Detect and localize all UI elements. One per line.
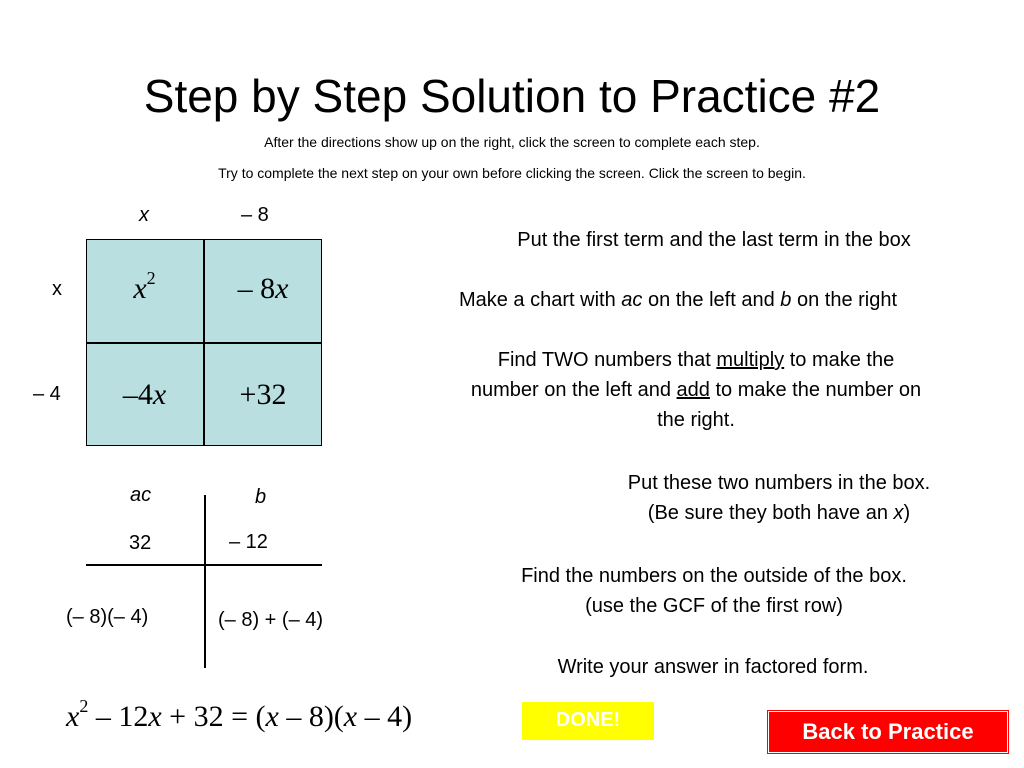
chart-header-b: b (255, 486, 267, 508)
cell-coef: – 8 (237, 272, 276, 305)
instruction-step-4 (560, 468, 998, 528)
step4-var: x (893, 502, 904, 524)
final-part: + 32 = ( (161, 700, 266, 733)
step3-text-a: Find TWO numbers that (497, 349, 717, 371)
step2-ac: ac (621, 289, 643, 311)
final-var: x (66, 700, 80, 733)
chart-b-sum: (– 8) + (– 4) (218, 609, 324, 631)
cell-exponent: 2 (146, 268, 156, 288)
box-cell-minus-8x (204, 272, 322, 306)
final-var: x (265, 700, 279, 733)
box-top-label-x: x (139, 204, 149, 226)
cell-var: x (133, 272, 147, 305)
box-divider-horizontal (86, 342, 322, 344)
done-button[interactable]: DONE! (522, 702, 654, 740)
final-var: x (343, 700, 358, 733)
instruction-step-6: Write your answer in factored form. (557, 656, 869, 678)
box-cell-x-squared (86, 268, 203, 306)
instruction-step-2 (378, 285, 978, 315)
final-part: – 12 (88, 700, 149, 733)
chart-ac-factors: (– 8)(– 4) (66, 606, 149, 628)
chart-header-ac: ac (130, 484, 152, 506)
box-cell-minus-4x (86, 378, 203, 412)
directions-text-2: Try to complete the next step on your own before clicking the screen. Click the screen to begin. (218, 165, 806, 181)
instruction-step-3 (396, 345, 996, 435)
chart-divider-horizontal (86, 564, 322, 566)
instruction-step-1: Put the first term and the last term in the box (517, 229, 911, 251)
box-left-label-minus-4: – 4 (33, 383, 61, 405)
chart-b-value: – 12 (229, 531, 268, 553)
final-var: x (148, 700, 162, 733)
step3-text-b: to make the (784, 349, 895, 371)
step4-line-1: Put these two numbers in the box. (627, 472, 931, 494)
step3-text-d: to make the number on (709, 379, 922, 401)
step3-line-2 (396, 375, 996, 405)
page-title: Step by Step Solution to Practice #2 (143, 70, 881, 122)
cell-coef: –4 (122, 378, 153, 411)
step5-line-2: (use the GCF of the first row) (585, 595, 843, 617)
directions-text-1: After the directions show up on the right, click the screen to complete each step. (264, 134, 760, 150)
step3-text-c: number on the left and (470, 379, 677, 401)
cell-var: x (152, 378, 167, 411)
step4-text-b: ) (903, 502, 911, 524)
chart-ac-value: 32 (129, 532, 152, 554)
box-cell-plus-32: +32 (239, 378, 287, 411)
final-answer (66, 696, 413, 734)
step2-b: b (780, 289, 792, 311)
step2-text-b: on the left and (642, 289, 781, 311)
box-left-label-x: x (52, 278, 62, 300)
step3-line-3: the right. (657, 409, 735, 431)
step3-line-1 (396, 345, 996, 375)
back-to-practice-button[interactable]: Back to Practice (768, 711, 1008, 753)
final-part: – 4) (357, 700, 413, 733)
step2-text-a: Make a chart with (458, 289, 622, 311)
box-top-label-minus-8: – 8 (241, 204, 269, 226)
step3-multiply: multiply (716, 349, 785, 371)
step2-text-c: on the right (791, 289, 898, 311)
step5-line-1: Find the numbers on the outside of the box. (521, 565, 907, 587)
step4-line-2 (560, 498, 998, 528)
step4-text-a: (Be sure they both have an (647, 502, 894, 524)
cell-var: x (275, 272, 289, 305)
instruction-step-5 (440, 561, 988, 621)
final-part: – 8)( (278, 700, 344, 733)
step3-add: add (676, 379, 710, 401)
chart-divider-vertical (204, 495, 206, 668)
final-exponent: 2 (79, 696, 89, 716)
